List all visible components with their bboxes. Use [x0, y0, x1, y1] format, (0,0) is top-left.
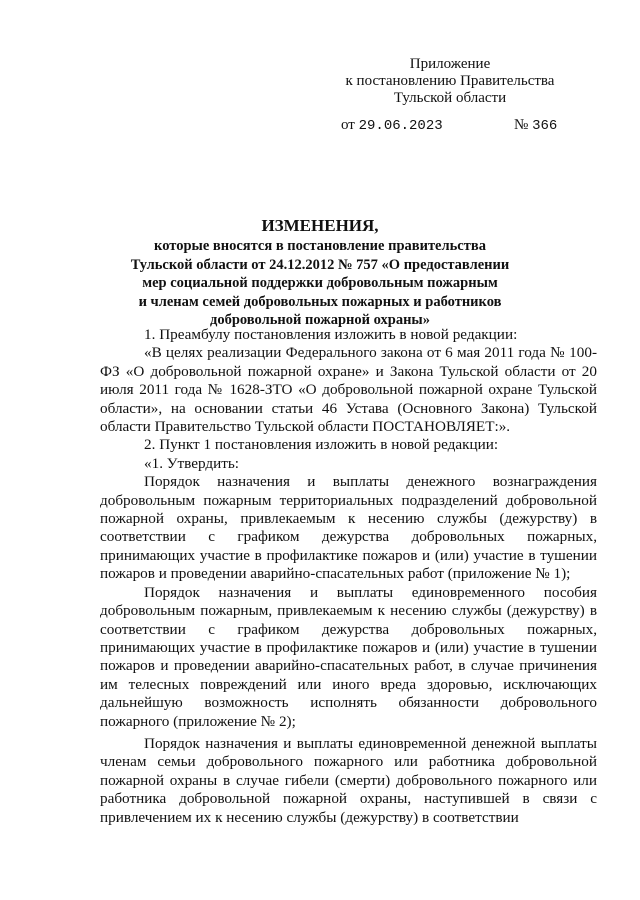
title-line-4: и членам семей добровольных пожарных и работников — [138, 293, 502, 310]
document-body — [100, 326, 597, 827]
document-title — [100, 215, 540, 330]
date-prefix: от — [341, 117, 355, 133]
paragraph-5: Порядок назначения и выплаты денежного вознаграждения добровольным пожарным территориальных подразделений добровольной пожарной охраны, привлекаемым к несению службы (дежурству) в соответствии с графиком дежурства добровольных пожарных, принимающих участие в профилактике пожаров и (или) участие в тушении пожаров и проведении аварийно-спасательных работ (приложение № 1); — [100, 473, 597, 583]
number-value: 366 — [532, 118, 558, 134]
paragraph-4: «1. Утвердить: — [144, 454, 240, 472]
title-heading: ИЗМЕНЕНИЯ, — [261, 216, 379, 235]
appendix-line-3: Тульской области — [393, 90, 507, 106]
appendix-header — [300, 56, 600, 107]
date-value: 29.06.2023 — [358, 118, 443, 134]
paragraph-7: Порядок назначения и выплаты единовременной денежной выплаты членам семьи добровольного пожарного или работника добровольной пожарной охраны в случае гибели (смерти) добровольного пожарного или работника добровольной пожарной охраны, наступившей в связи с привлечением их к несению службы (дежурству) в соответствии — [100, 734, 597, 826]
paragraph-3: 2. Пункт 1 постановления изложить в новой редакции: — [144, 436, 499, 454]
paragraph-6: Порядок назначения и выплаты единовременного пособия добровольным пожарным, привлекаемым к несению службы (дежурству) в соответствии с графиком дежурства добровольных пожарных, принимающих участие в профилактике пожаров и (или) участие в тушении пожаров и проведении аварийно-спасательных работ, в случае причинения им телесных повреждений или иного вреда здоровью, исключающих дальнейшую возможность исполнять обязанности добровольного пожарного (приложение № 2); — [100, 583, 597, 730]
title-line-1: которые вносятся в постановление правительства — [154, 238, 486, 254]
decree-date — [341, 117, 443, 134]
paragraph-1: 1. Преамбулу постановления изложить в новой редакции: — [144, 326, 518, 343]
appendix-line-1: Приложение — [409, 56, 491, 72]
title-line-2: Тульской области от 24.12.2012 № 757 «О предоставлении — [130, 256, 510, 273]
title-line-5: добровольной пожарной охраны» — [210, 312, 430, 328]
number-sign: № — [514, 117, 529, 133]
decree-number — [514, 117, 557, 134]
appendix-line-2: к постановлению Правительства — [345, 73, 555, 89]
title-line-3: мер социальной поддержки добровольным пожарным — [142, 275, 498, 291]
paragraph-2: «В целях реализации Федерального закона от 6 мая 2011 года № 100-ФЗ «О добровольной пожарной охране» и Закона Тульской области от 20 июля 2011 года № 1628-ЗТО «О добровольной пожарной охране Тульской области», на основании статьи 46 Устава (Основного Закона) Тульской области Правительство Тульской области ПОСТАНОВЛЯЕТ:». — [100, 344, 597, 436]
